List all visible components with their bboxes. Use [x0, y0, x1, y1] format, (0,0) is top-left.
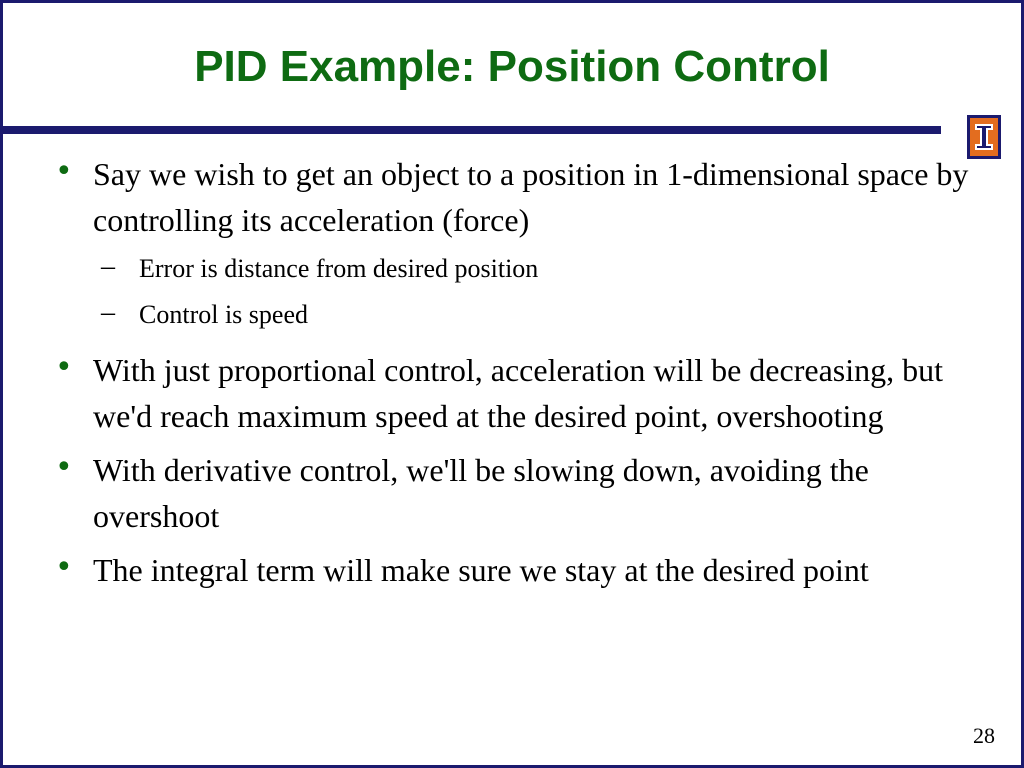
dash-icon: –: [101, 251, 115, 282]
bullet-text: Say we wish to get an object to a position in 1-dimensional space by controlling its acceleration (force): [93, 156, 969, 238]
bullet-3: [51, 447, 1001, 539]
sub-bullet-2: [51, 295, 1001, 335]
bullet-text: The integral term will make sure we stay at the desired point: [93, 552, 869, 588]
bullet-dot-icon: •: [55, 550, 73, 585]
bullet-dot-icon: •: [55, 154, 73, 189]
bullet-text: With derivative control, we'll be slowing down, avoiding the overshoot: [93, 452, 869, 534]
dash-icon: –: [101, 297, 115, 328]
slide-content: [51, 151, 1001, 597]
sub-bullet-1: [51, 249, 1001, 289]
sub-bullet-text: Error is distance from desired position: [139, 254, 539, 283]
bullet-dot-icon: •: [55, 350, 73, 385]
bullet-1: [51, 151, 1001, 243]
bullet-text: With just proportional control, acceleration will be decreasing, but we'd reach maximum speed at the desired point, overshooting: [93, 352, 943, 434]
sub-bullet-text: Control is speed: [139, 300, 308, 329]
slide-title: PID Example: Position Control: [194, 42, 830, 91]
title-divider: [3, 126, 941, 134]
bullet-dot-icon: •: [55, 450, 73, 485]
slide-number: 28: [973, 723, 995, 748]
bullet-2: [51, 347, 1001, 439]
bullet-4: [51, 547, 1001, 593]
